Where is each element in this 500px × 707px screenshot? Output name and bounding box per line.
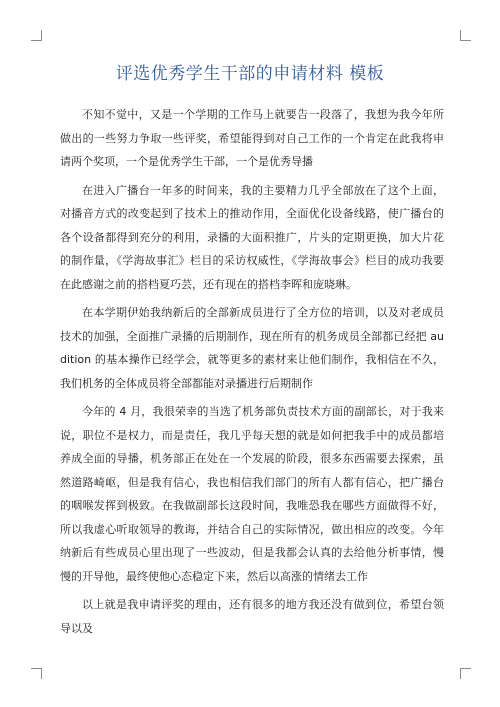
paragraph-4: 今年的 4 月，我很荣幸的当选了机务部负责技术方面的副部长，对于我来说，职位不是权力，而是责任，我几乎每天想的就是如何把我手中的成员都培养成全面的导播，机务部正在处在一个发展的阶段，很多东西需要去探索，虽然道路崎岖，但是我有信心，我也相信我们部门的所有人都有信心，把广播台的咽喉发挥到极致。在我做副部长这段时间，我唯恐我在哪些方面做得不好，所以我虚心听取领导的教诲，并结合自己的实际情况，做出相应的改变。今年纳新后有些成员心里出现了一些波动，但是我都会认真的去给他分析事情，慢慢的开导他，最终使他心态稳定下来，然后以高涨的情绪去工作	[60, 405, 444, 583]
paragraph-3: 在本学期伊始我纳新后的全部新成员进行了全方位的培训，以及对老成员技术的加强，全面推广录播的后期制作，现在所有的机务成员全部都已经把 audition 的基本操作已经学会，就等更多的素材来让他们制作，我相信在不久，我们机务的全体成员将全部都能对录播进行后期制作	[60, 306, 444, 390]
crop-mark-top-left	[31, 30, 42, 41]
document-title: 评选优秀学生干部的申请材料 模板	[115, 64, 385, 84]
paragraph-1: 不知不觉中，又是一个学期的工作马上就要告一段落了，我想为我今年所做出的一些努力争取一些评奖，希望能得到对自己工作的一个肯定在此我将申请两个奖项，一个是优秀学生干部，一个是优秀导播	[60, 108, 444, 168]
paragraph-2: 在进入广播台一年多的时间来，我的主要精力几乎全部放在了这个上面，对播音方式的改变起到了技术上的推动作用，全面优化设备线路，使广播台的各个设备都得到充分的利用，录播的大面积推广，片头的定期更换，加大片花的制作量，《学海故事汇》栏目的采访权威性，《学海故事会》栏目的成功我要在此感谢之前的搭档夏巧芸，还有现在的搭档李晖和庞晓琳。	[60, 183, 444, 291]
crop-mark-top-right	[460, 30, 471, 41]
crop-mark-bottom-left	[31, 668, 42, 679]
paragraph-5: 以上就是我申请评奖的理由，还有很多的地方我还没有做到位，希望台领导以及	[60, 598, 444, 635]
document-body	[60, 103, 444, 645]
crop-mark-bottom-right	[460, 668, 471, 679]
